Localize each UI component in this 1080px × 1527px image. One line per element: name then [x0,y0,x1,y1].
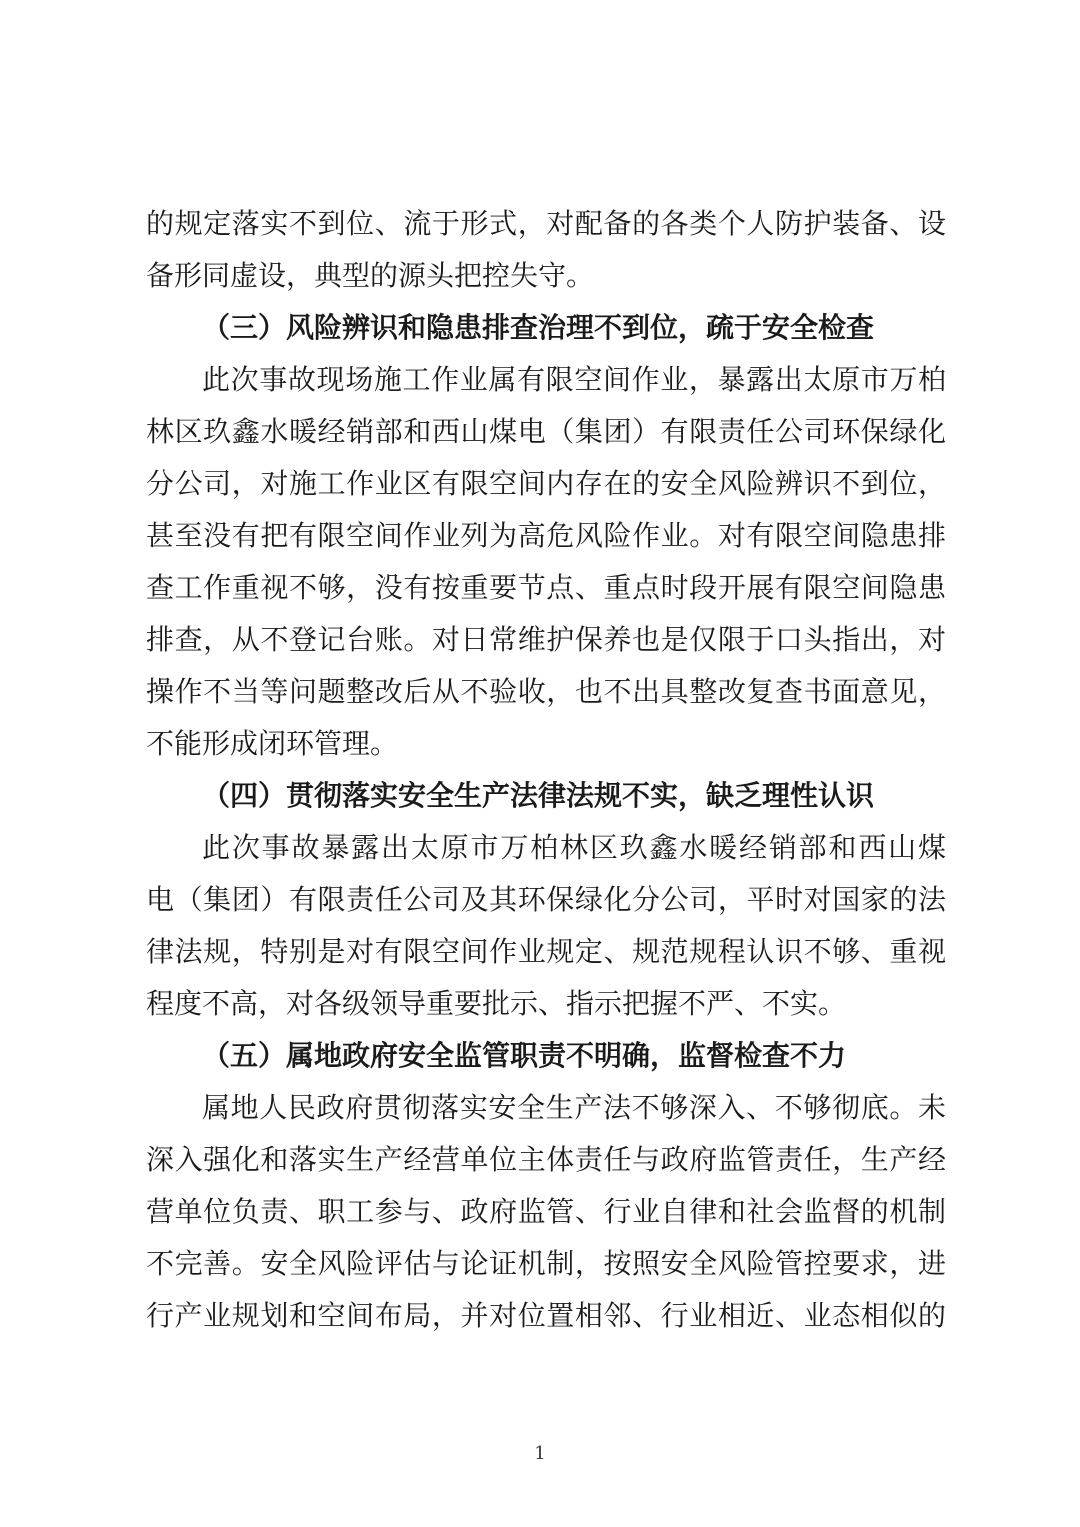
paragraph-line: 行产业规划和空间布局，并对位置相邻、行业相近、业态相似的 [146,1299,946,1332]
paragraph-line: 深入强化和落实生产经营单位主体责任与政府监管责任，生产经 [146,1143,946,1176]
document-body [146,198,946,1342]
paragraph-line: 排查，从不登记台账。对日常维护保养也是仅限于口头指出，对 [146,623,946,656]
paragraph-line: 甚至没有把有限空间作业列为高危风险作业。对有限空间隐患排 [146,519,946,552]
paragraph-last-line: 程度不高，对各级领导重要批示、指示把握不严、不实。 [146,987,847,1020]
section-heading: （三）风险辨识和隐患排查治理不到位，疏于安全检查 [202,311,875,344]
paragraph-last-line: 备形同虚设，典型的源头把控失守。 [146,259,595,292]
paragraph-line: 电（集团）有限责任公司及其环保绿化分公司，平时对国家的法 [146,883,946,916]
page-number: 1 [534,1443,546,1464]
paragraph-last-line: 不能形成闭环管理。 [146,727,399,760]
paragraph-first-line: 属地人民政府贯彻落实安全生产法不够深入、不够彻底。未 [202,1091,946,1124]
section-heading: （四）贯彻落实安全生产法律法规不实，缺乏理性认识 [202,779,875,812]
paragraph-first-line: 此次事故暴露出太原市万柏林区玖鑫水暖经销部和西山煤 [202,831,946,864]
paragraph-line: 操作不当等问题整改后从不验收，也不出具整改复查书面意见， [146,675,946,708]
paragraph-line: 的规定落实不到位、流于形式，对配备的各类个人防护装备、设 [146,207,946,240]
paragraph-line: 不完善。安全风险评估与论证机制，按照安全风险管控要求，进 [146,1247,946,1280]
paragraph-line: 营单位负责、职工参与、政府监管、行业自律和社会监督的机制 [146,1195,946,1228]
paragraph-line: 分公司，对施工作业区有限空间内存在的安全风险辨识不到位， [146,467,946,500]
paragraph-line: 查工作重视不够，没有按重要节点、重点时段开展有限空间隐患 [146,571,946,604]
section-heading: （五）属地政府安全监管职责不明确，监督检查不力 [202,1039,847,1072]
paragraph-first-line: 此次事故现场施工作业属有限空间作业，暴露出太原市万柏 [202,363,946,396]
paragraph-line: 林区玖鑫水暖经销部和西山煤电（集团）有限责任公司环保绿化 [146,415,946,448]
paragraph-line: 律法规，特别是对有限空间作业规定、规范规程认识不够、重视 [146,935,946,968]
